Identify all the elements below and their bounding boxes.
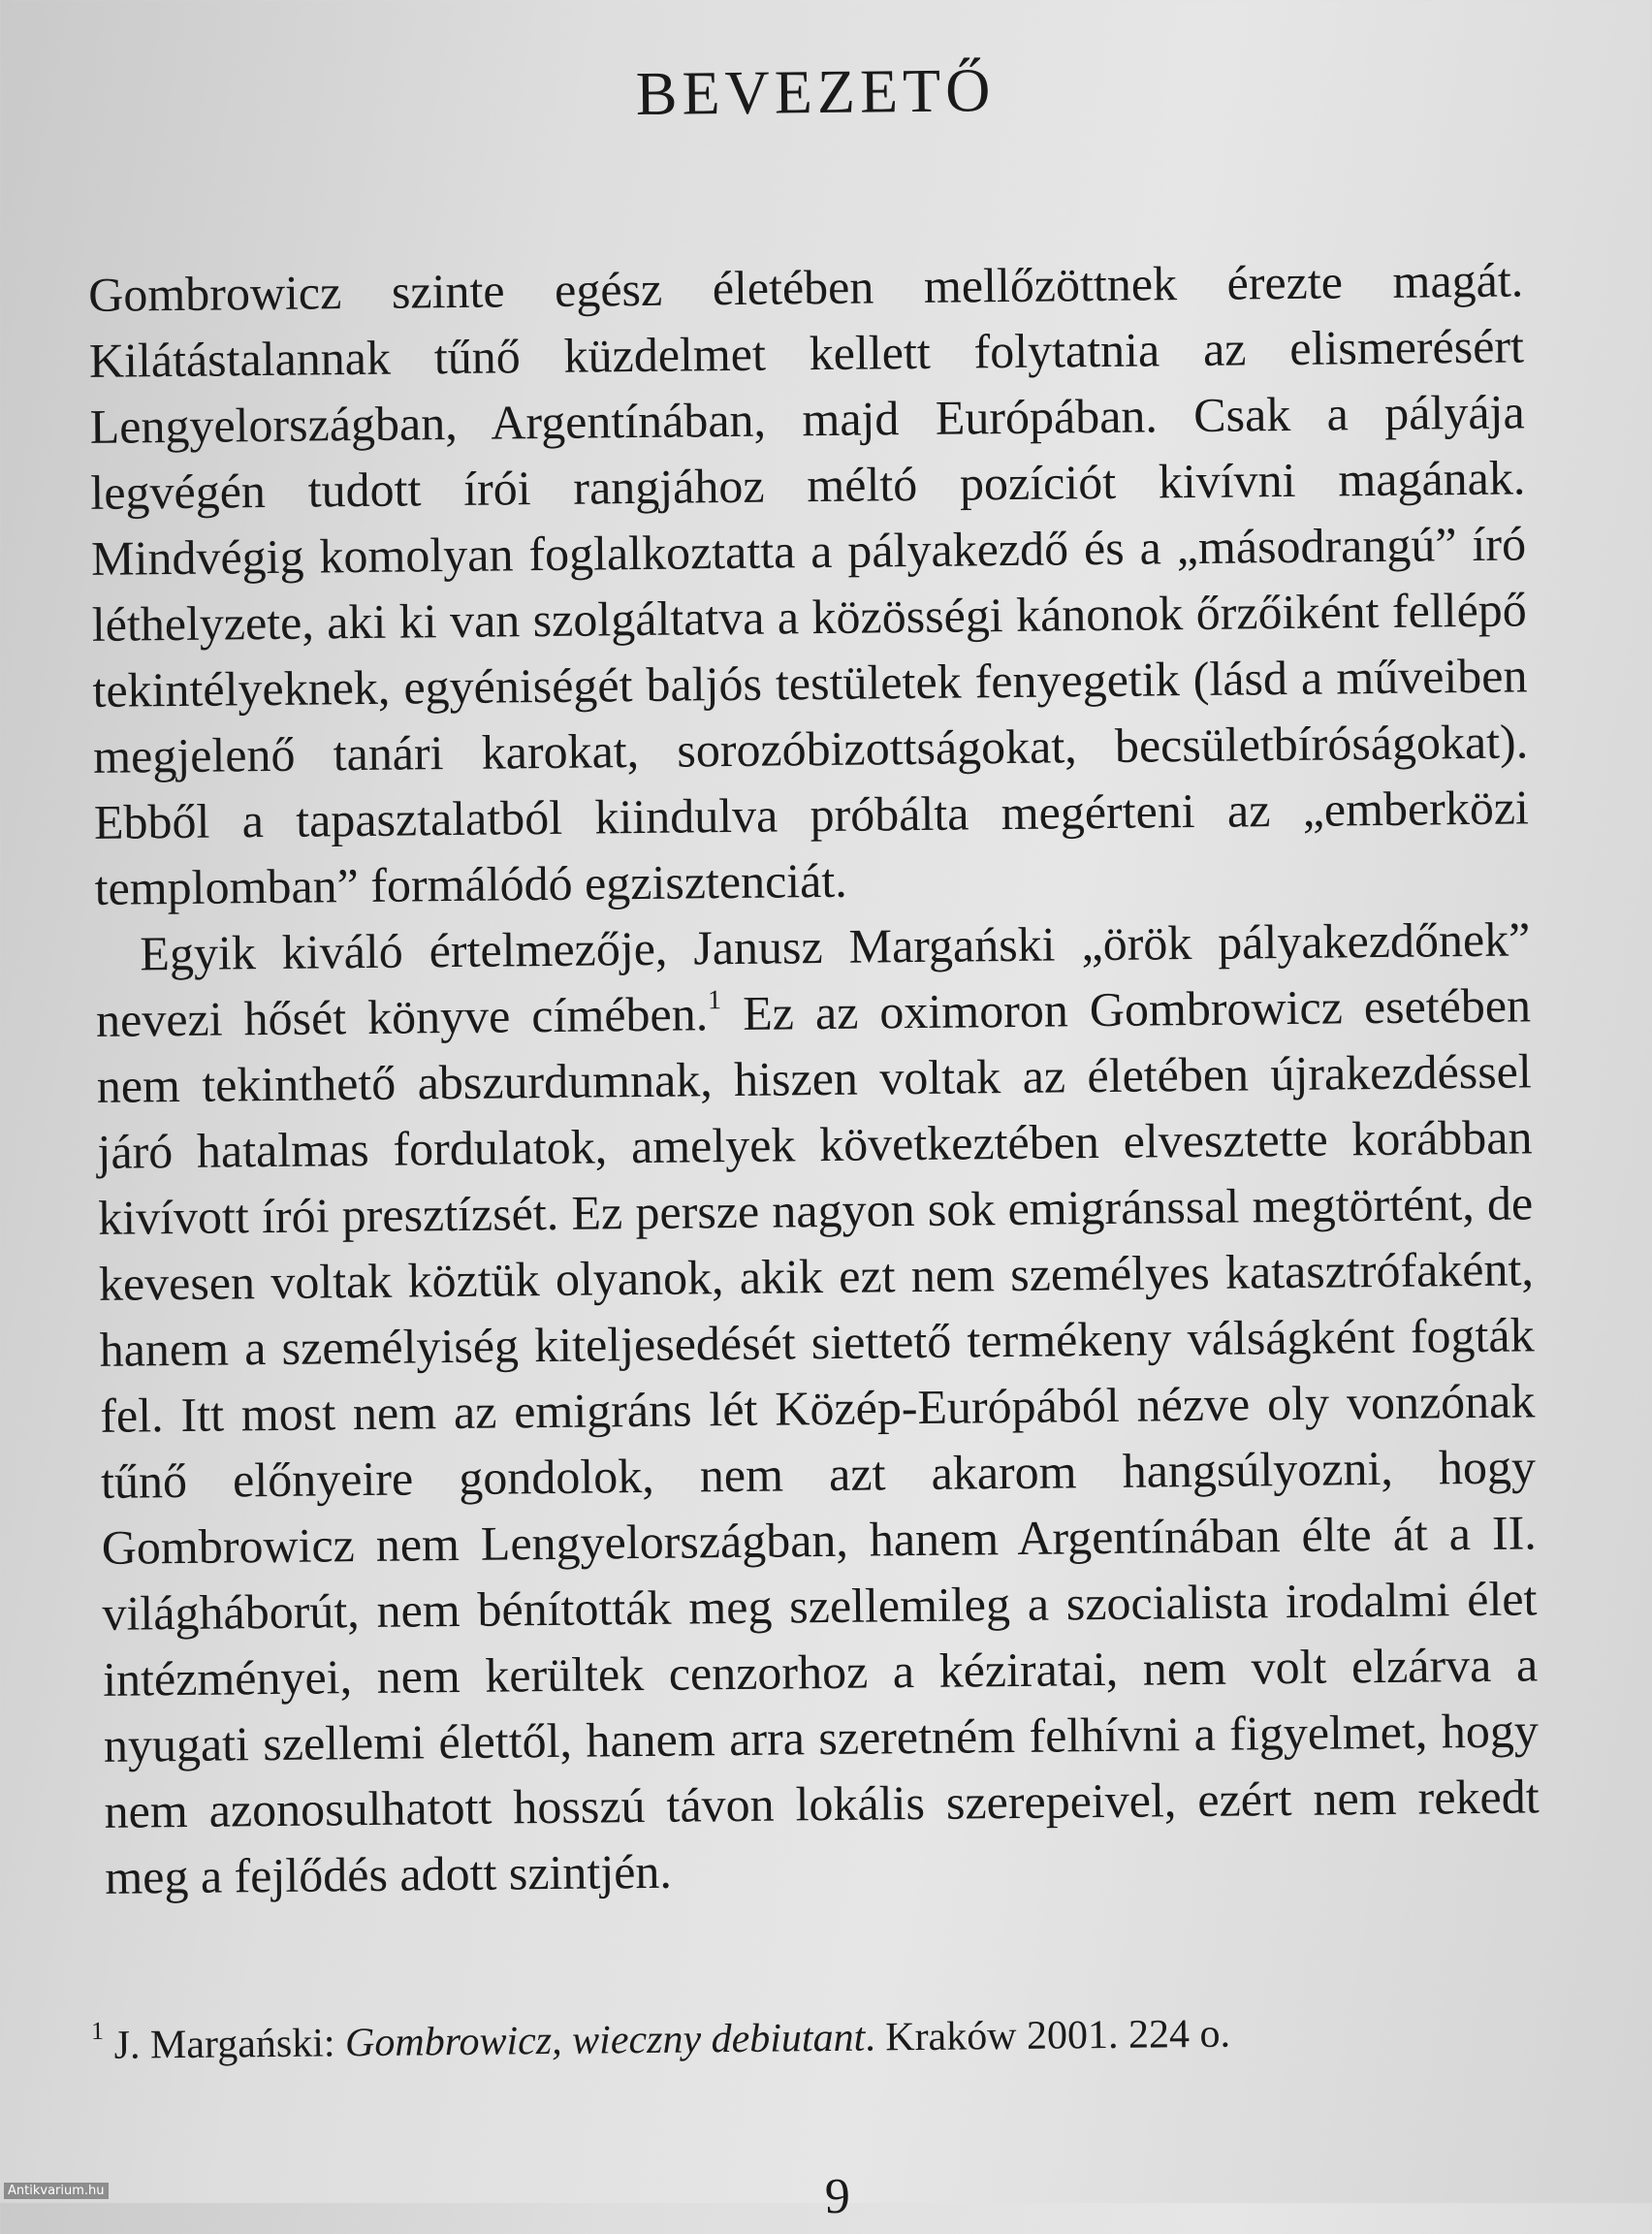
page-number: 9 (824, 2168, 851, 2225)
footnote (91, 2011, 1230, 2069)
footnote-citation: . Kraków 2001. 224 o. (864, 2011, 1231, 2060)
body-text (88, 246, 1541, 1909)
paragraph-1: Gombrowicz szinte egész életében mellőzöttnek érezte magát. Kilátástalannak tűnő küzdelmet kellett folytatnia az elismerésért Lengyelországban, Argentínában, majd Európában. Csak a pályája legvégén tudott írói rangjához méltó pozíciót kivívni magának. Mindvégig komolyan foglalkoztatta a pályakezdő és a „másodrangú” író léthelyzete, aki ki van szolgáltatva a közösségi kánonok őrzőiként fellépő tekintélyeknek, egyéniségét baljós testületek fenyegetik (lásd a műveiben megjelenő tanári karokat, sorozóbizottságokat, becsületbíróságokat). Ebből a tapasztalatból kiindulva próbálta megérteni az „emberközi templomban” formálódó egzisztenciát. (87, 252, 1530, 915)
paragraph-2-text-end: Ez az oximoron Gombrowicz esetében nem tekinthető abszurdumnak, hiszen voltak az életében újrakezdéssel járó hatalmas fordulatok, amelyek következtében elvesztette korábban kivívott írói presztízsét. Ez persze nagyon sok emigránssal megtörtént, de kevesen voltak köztük olyanok, akik ezt nem személyes katasztrófaként, hanem a személyiség kiteljesedését siettető termékeny válságként fogták fel. Itt most nem az emigráns lét Közép-Európából nézve oly vonzónak tűnő előnyeire gondolok, nem azt akarom hangsúlyozni, hogy Gombrowicz nem Lengyelországban, hanem Argentínában élte át a II. világháborút, nem bénították meg szellemileg a szocialista irodalmi élet intézményei, nem kerültek cenzorhoz a kéziratai, nem volt elzárva a nyugati szellemi élettől, hanem arra szeretném felhívni a figyelmet, hogy nem azonosulhatott hosszú távon lokális szerepeivel, ezért nem rekedt meg a fejlődés adott szintjén. (96, 977, 1540, 1904)
footnote-reference: 1 (707, 985, 722, 1016)
footnote-author: J. Margański: (103, 2021, 346, 2068)
paragraph-2-text-start: Egyik kiváló értelmezője, Janusz Margański „örök pályakezdőnek” nevezi hősét könyve címében. (95, 911, 1531, 1047)
footnote-book-title: Gombrowicz, wieczny debiutant (344, 2015, 866, 2066)
watermark: Antikvarium.hu (4, 2183, 109, 2199)
chapter-heading: BEVEZETŐ (635, 55, 996, 128)
paragraph-2 (95, 906, 1541, 1909)
footnote-marker: 1 (90, 2016, 105, 2045)
